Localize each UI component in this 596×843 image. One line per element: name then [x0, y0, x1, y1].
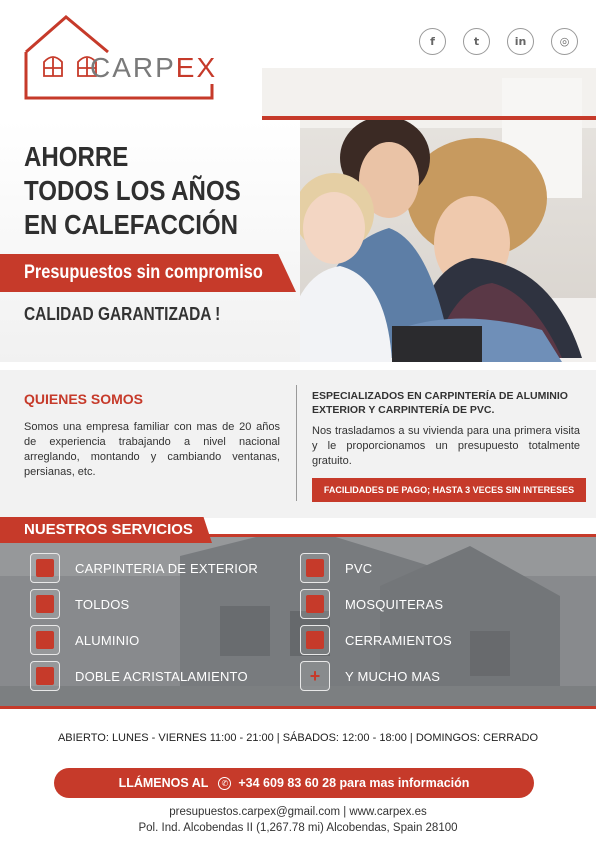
service-label: ALUMINIO [75, 632, 140, 648]
social-links [419, 28, 578, 55]
about-text: Somos una empresa familiar con mas de 20 años de experiencia trabajando a nivel nacional arreglando, montando y cambiando ventanas, persianas, etc. [24, 421, 280, 478]
headline-line-3: EN CALEFACCIÓN [24, 209, 239, 240]
hero-headline [24, 140, 241, 242]
enclosure-icon [300, 625, 330, 655]
call-button[interactable] [54, 768, 534, 798]
phone-number[interactable]: +34 609 83 60 28 para mas información [238, 776, 470, 790]
headline-line-2: TODOS LOS AÑOS [24, 175, 241, 206]
window-icon [300, 553, 330, 583]
door-icon [30, 625, 60, 655]
service-mucho-mas [300, 661, 440, 691]
service-pvc [300, 553, 372, 583]
services-title: NUESTROS SERVICIOS [24, 521, 193, 538]
opening-hours: ABIERTO: LUNES - VIERNES 11:00 - 21:00 | SÁBADOS: 12:00 - 18:00 | DOMINGOS: CERRADO [57, 732, 539, 744]
about-divider [296, 385, 297, 501]
service-mosquiteras [300, 589, 443, 619]
brand-name [90, 52, 217, 84]
linkedin-icon[interactable]: in [507, 28, 534, 55]
instagram-icon[interactable]: ◎ [551, 28, 578, 55]
plus-icon: + [300, 661, 330, 691]
service-label: CARPINTERIA DE EXTERIOR [75, 560, 259, 576]
family-photo [262, 68, 596, 362]
brand-name-part2: EX [175, 52, 218, 83]
specialized-title: ESPECIALIZADOS EN CARPINTERÍA DE ALUMINIO EXTERIOR Y CARPINTERÍA DE PVC. [312, 390, 568, 416]
service-doble-acristalamiento [30, 661, 248, 691]
facebook-icon[interactable]: f [419, 28, 446, 55]
service-aluminio [30, 625, 139, 655]
awning-icon [30, 589, 60, 619]
double-glazing-icon [30, 661, 60, 691]
service-cerramientos [300, 625, 452, 655]
service-label: PVC [345, 560, 373, 576]
whatsapp-icon: ✆ [218, 777, 231, 790]
footer-address: Pol. Ind. Alcobendas II (1,267.78 mi) Alcobendas, Spain 28100 [138, 822, 458, 834]
payment-badge: FACILIDADES DE PAGO; HASTA 3 VECES SIN INTERESES [312, 478, 586, 502]
mosquito-net-icon [300, 589, 330, 619]
house-icon [30, 553, 60, 583]
headline-line-1: AHORRE [24, 141, 129, 172]
quality-tagline: CALIDAD GARANTIZADA ! [24, 304, 221, 324]
services-bottom-line [0, 706, 596, 709]
service-label: MOSQUITERAS [345, 596, 444, 612]
call-prefix: LLÁMENOS AL [118, 776, 209, 790]
service-carpinteria-exterior [30, 553, 258, 583]
footer-contact[interactable]: presupuestos.carpex@gmail.com | www.carpex.es [169, 806, 427, 818]
service-toldos [30, 589, 129, 619]
service-label: Y MUCHO MAS [345, 668, 441, 684]
ribbon-text: Presupuestos sin compromiso [24, 262, 263, 283]
brand-name-part1: CARP [90, 52, 176, 83]
twitter-icon[interactable]: t [463, 28, 490, 55]
service-label: DOBLE ACRISTALAMIENTO [75, 668, 248, 684]
about-title: QUIENES SOMOS [24, 391, 144, 407]
specialized-text: Nos trasladamos a su vivienda para una primera visita y le proporcionamos un presupuesto totalmente gratuito. [312, 425, 580, 467]
service-label: TOLDOS [75, 596, 130, 612]
service-label: CERRAMIENTOS [345, 632, 452, 648]
